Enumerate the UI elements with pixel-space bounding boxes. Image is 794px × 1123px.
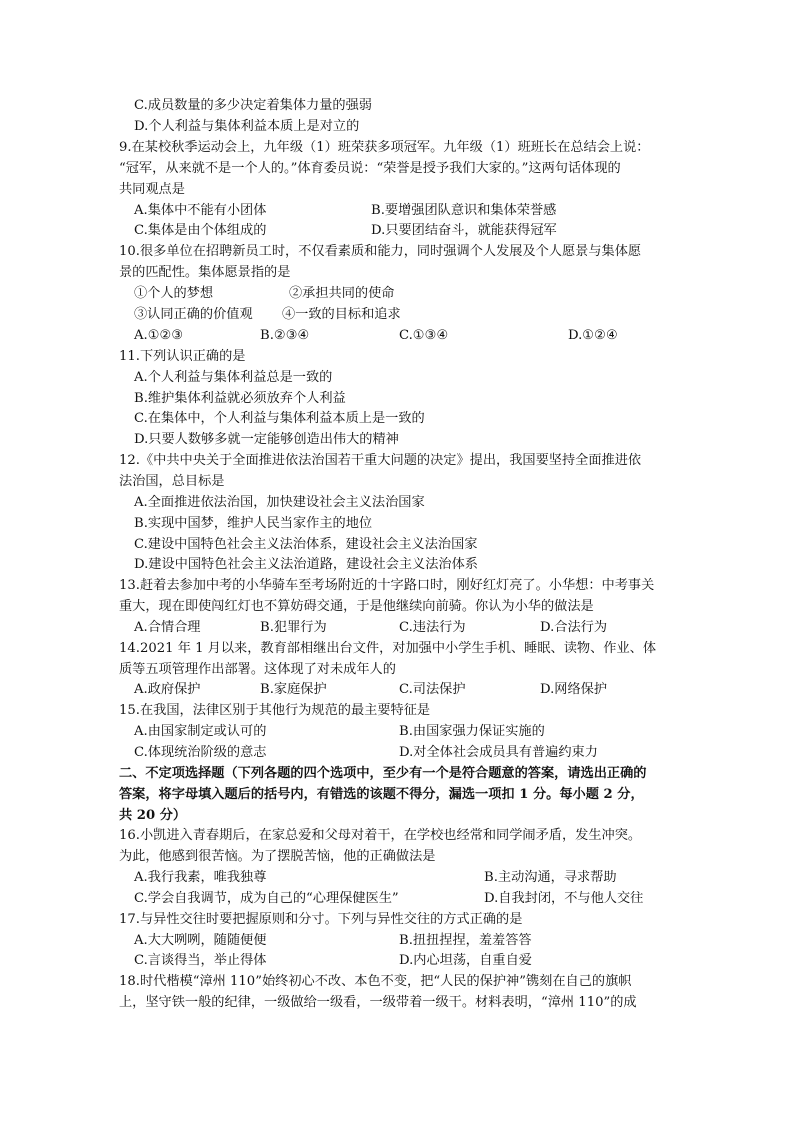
q14-option-c: C.司法保护	[399, 682, 466, 697]
section2-heading-line-1: 二、不定项选择题（下列各题的四个选项中，至少有一个是符合题意的答案，请选出正确的	[119, 766, 647, 781]
q11-option-b: B.维护集体利益就必须放弃个人利益	[134, 391, 346, 406]
q13-option-c: C.违法行为	[399, 620, 466, 635]
q8-option-d: D.个人利益与集体利益本质上是对立的	[134, 119, 360, 134]
q9-option-a: A.集体中不能有小团体	[134, 203, 267, 218]
q9-stem-line-1: 9.在某校秋季运动会上，九年级（1）班荣获多项冠军。九年级（1）班班长在总结会上说：	[119, 140, 650, 155]
q8-option-c: C.成员数量的多少决定着集体力量的强弱	[134, 98, 372, 113]
q13-stem-line-1: 13.赶着去参加中考的小华骑车至考场附近的十字路口时，刚好红灯亮了。小华想：中考事关	[119, 578, 655, 593]
q12-option-d: D.建设中国特色社会主义法治道路，建设社会主义法治体系	[134, 557, 478, 572]
q13-stem-line-2: 重大，现在即使闯红灯也不算妨碍交通，于是他继续向前骑。你认为小华的做法是	[119, 599, 594, 614]
section2-heading-line-2: 答案，将字母填入题后的括号内，有错选的该题不得分，漏选一项扣 1 分。每小题 2 分，	[119, 787, 644, 802]
q11-option-c: C.在集体中，个人利益与集体利益本质上是一致的	[134, 411, 425, 426]
q14-option-a: A.政府保护	[134, 682, 201, 697]
q16-stem-line-2: 为此，他感到很苦恼。为了摆脱苦恼，他的正确做法是	[119, 849, 436, 864]
q10-item-3: ③认同正确的价值观	[134, 307, 253, 322]
q10-option-d: D.①②④	[568, 328, 618, 343]
q18-stem-line-1: 18.时代楷模“漳州 110”始终初心不改、本色不变，把“人民的保护神”镌刻在自己的旗帜	[119, 974, 632, 989]
q10-option-a: A.①②③	[134, 328, 184, 343]
q13-option-a: A.合情合理	[134, 620, 201, 635]
q14-option-d: D.网络保护	[540, 682, 608, 697]
q11-stem: 11.下列认识正确的是	[119, 349, 246, 364]
q16-option-b: B.主动沟通，寻求帮助	[484, 870, 617, 885]
q12-option-a: A.全面推进依法治国，加快建设社会主义法治国家	[134, 495, 425, 510]
q13-option-b: B.犯罪行为	[260, 620, 327, 635]
q17-stem: 17.与异性交往时要把握原则和分寸。下列与异性交往的方式正确的是	[119, 912, 523, 927]
q11-option-a: A.个人利益与集体利益总是一致的	[134, 370, 333, 385]
q10-option-c: C.①③④	[399, 328, 449, 343]
q12-option-b: B.实现中国梦，维护人民当家作主的地位	[134, 516, 373, 531]
q15-option-c: C.体现统治阶级的意志	[134, 745, 267, 760]
q15-option-d: D.对全体社会成员具有普遍约束力	[399, 745, 598, 760]
q16-stem-line-1: 16.小凯进入青春期后，在家总爱和父母对着干，在学校也经常和同学闹矛盾，发生冲突。	[119, 828, 642, 843]
q13-option-d: D.合法行为	[540, 620, 608, 635]
q17-option-d: D.内心坦荡，自重自爱	[399, 953, 532, 968]
q9-option-b: B.要增强团队意识和集体荣誉感	[371, 203, 557, 218]
q16-option-d: D.自我封闭，不与他人交往	[484, 891, 644, 906]
q16-option-c: C.学会自我调节，成为自己的“心理保健医生”	[134, 891, 399, 906]
q16-option-a: A.我行我素，唯我独尊	[134, 870, 267, 885]
q18-stem-line-2: 上，坚守铁一般的纪律，一级做给一级看，一级带着一级干。材料表明，“漳州 110”的成	[119, 995, 637, 1010]
q9-stem-line-3: 共同观点是	[119, 182, 185, 197]
q17-option-c: C.言谈得当，举止得体	[134, 953, 267, 968]
q12-stem-line-2: 法治国，总目标是	[119, 474, 225, 489]
q9-option-d: D.只要团结奋斗，就能获得冠军	[371, 223, 557, 238]
q12-option-c: C.建设中国特色社会主义法治体系，建设社会主义法治国家	[134, 537, 478, 552]
q14-stem-line-2: 质等五项管理作出部署。这体现了对未成年人的	[119, 662, 396, 677]
q9-stem-line-2: “冠军，从来就不是一个人的。”体育委员说：“荣誉是授予我们大家的。”这两句话体现的	[119, 161, 621, 176]
q15-option-a: A.由国家制定或认可的	[134, 724, 267, 739]
q14-option-b: B.家庭保护	[260, 682, 327, 697]
q17-option-a: A.大大咧咧，随随便便	[134, 933, 267, 948]
q14-stem-line-1: 14.2021 年 1 月以来，教育部相继出台文件，对加强中小学生手机、睡眠、读物、作业、体	[119, 641, 657, 656]
q10-item-2: ②承担共同的使命	[289, 286, 395, 301]
q10-item-1: ①个人的梦想	[134, 286, 214, 301]
q11-option-d: D.只要人数够多就一定能够创造出伟大的精神	[134, 432, 399, 447]
q10-stem-line-1: 10.很多单位在招聘新员工时，不仅看素质和能力，同时强调个人发展及个人愿景与集体愿	[119, 244, 642, 259]
section2-heading-line-3: 共 20 分）	[119, 808, 187, 823]
q15-stem: 15.在我国，法律区别于其他行为规范的最主要特征是	[119, 703, 431, 718]
q17-option-b: B.扭扭捏捏，羞羞答答	[399, 933, 532, 948]
q15-option-b: B.由国家强力保证实施的	[399, 724, 545, 739]
q10-stem-line-2: 景的匹配性。集体愿景指的是	[119, 265, 291, 280]
q12-stem-line-1: 12.《中共中央关于全面推进依法治国若干重大问题的决定》提出，我国要坚持全面推进依	[119, 453, 642, 468]
q10-item-4: ④一致的目标和追求	[282, 307, 401, 322]
q9-option-c: C.集体是由个体组成的	[134, 223, 267, 238]
q10-option-b: B.②③④	[260, 328, 310, 343]
